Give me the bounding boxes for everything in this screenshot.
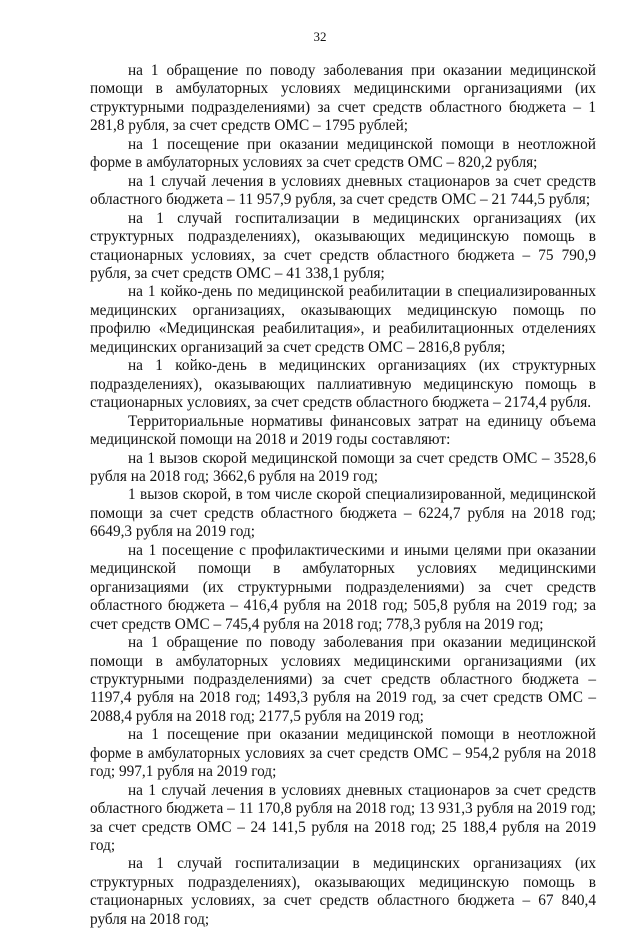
paragraph: на 1 случай госпитализации в медицинских организациях (их структурных подразделениях), оказывающих медицинскую помощь в стационарных условиях, за счет средств областного бюджета – 75 790,9 рубля, за счет средств ОМС – 41 338,1 рубля; xyxy=(90,209,596,282)
paragraph: на 1 случай госпитализации в медицинских организациях (их структурных подразделениях), оказывающих медицинскую помощь в стационарных условиях, за счет средств областного бюджета – 67 840,4 рубля на 2018 год; xyxy=(90,855,596,928)
page-number: 32 xyxy=(313,29,327,44)
paragraph: 1 вызов скорой, в том числе скорой специализированной, медицинской помощи за счет средств областного бюджета – 6224,7 рубля на 2018 год; 6649,3 рубля на 2019 год; xyxy=(90,486,596,541)
paragraph: на 1 посещение с профилактическими и иными целями при оказании медицинской помощи в амбулаторных условиях медицинскими организациями (их структурными подразделениями) за счет средств областного бюджета – 416,4 рубля на 2018 год; 505,8 рубля на 2019 год; за счет средств ОМС – 745,4 рубля на 2018 год; 778,3 рубля на 2019 год; xyxy=(90,541,596,633)
paragraph: Территориальные нормативы финансовых затрат на единицу объема медицинской помощи на 2018 и 2019 годы составляют: xyxy=(90,412,596,449)
paragraph: на 1 случай лечения в условиях дневных стационаров за счет средств областного бюджета – 11 957,9 рубля, за счет средств ОМС – 21 744,5 рубля; xyxy=(90,172,596,209)
paragraph: на 1 койко-день по медицинской реабилитации в специализированных медицинских организациях, оказывающих медицинскую помощь по профилю «Медицинская реабилитация», и реабилитационных отделениях медицинских организаций за счет средств ОМС – 2816,8 рубля; xyxy=(90,283,596,356)
paragraph: на 1 обращение по поводу заболевания при оказании медицинской помощи в амбулаторных условиях медицинскими организациями (их структурными подразделениями) за счет средств областного бюджета – 1 281,8 рубля, за счет средств ОМС – 1795 рублей; xyxy=(90,62,596,135)
paragraph: на 1 обращение по поводу заболевания при оказании медицинской помощи в амбулаторных условиях медицинскими организациями (их структурными подразделениями) за счет средств областного бюджета – 1197,4 рубля на 2018 год; 1493,3 рубля на 2019 год, за счет средств ОМС – 2088,4 рубля на 2018 год; 2177,5 рубля на 2019 год; xyxy=(90,634,596,725)
paragraph: на 1 случай лечения в условиях дневных стационаров за счет средств областного бюджета – 11 170,8 рубля на 2018 год; 13 931,3 рубля на 2019 год; за счет средств ОМС – 24 141,5 рубля на 2018 год; 25 188,4 рубля на 2019 год; xyxy=(90,781,596,855)
paragraph: на 1 вызов скорой медицинской помощи за счет средств ОМС – 3528,6 рубля на 2018 год; 3662,6 рубля на 2019 год; xyxy=(90,449,596,485)
document-body xyxy=(90,62,596,929)
paragraph: на 1 койко-день в медицинских организациях (их структурных подразделениях), оказывающих паллиативную медицинскую помощь в стационарных условиях, за счет средств областного бюджета – 2174,4 рубля. xyxy=(90,357,596,412)
paragraph: на 1 посещение при оказании медицинской помощи в неотложной форме в амбулаторных условиях за счет средств ОМС – 820,2 рубля; xyxy=(90,135,596,172)
paragraph: на 1 посещение при оказании медицинской помощи в неотложной форме в амбулаторных условиях за счет средств ОМС – 954,2 рубля на 2018 год; 997,1 рубля на 2019 год; xyxy=(90,726,596,781)
